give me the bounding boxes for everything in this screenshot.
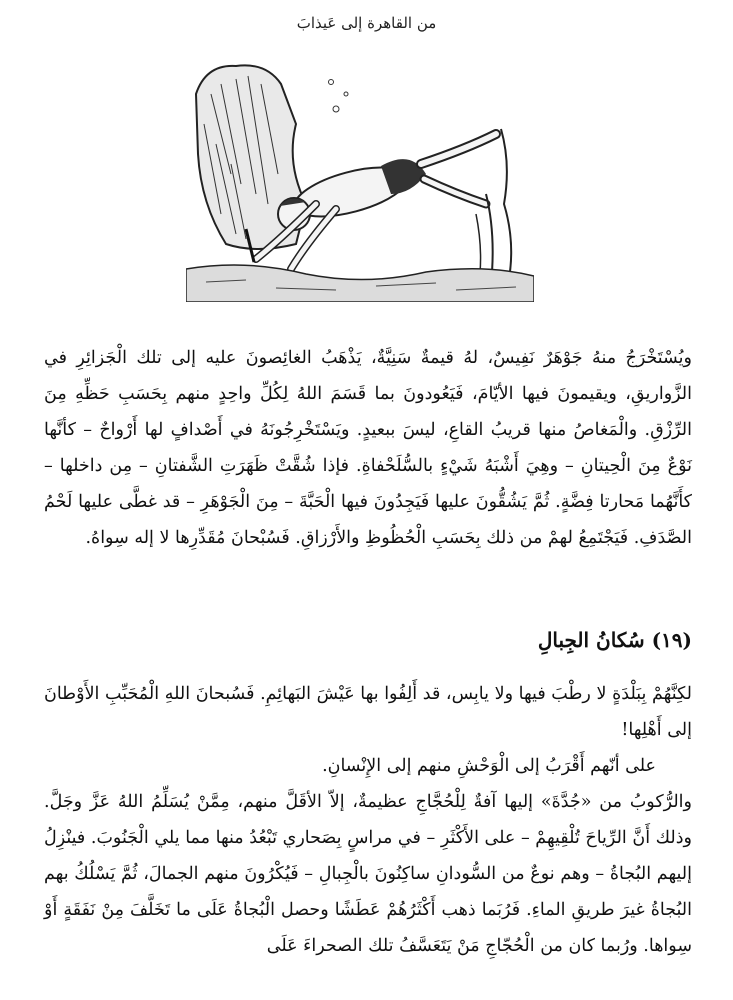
running-header: من القاهرة إلى عَيذابَ <box>296 14 437 32</box>
paragraph-text: لكِنَّهُمْ بِبَلْدَةٍ لا رطْبَ فيها ولا يابِس، قد أَلِفُوا بها عَيْشَ البَهائِمِ. فَسُبحانَ اللهِ الْمُحَبِّبِ الأَوْطانَ إلى أَهْلِها! <box>44 684 692 740</box>
paragraph-pearl-diving <box>44 340 692 556</box>
paragraph-mountain-dwellers <box>44 676 692 964</box>
section-heading: (١٩) سُكانُ الجِبالِ <box>537 628 692 652</box>
paragraph-text: ويُسْتَخْرَجُ منهُ جَوْهَرٌ نَفِيسٌ، لهُ قيمةٌ سَنِيَّةٌ، يَذْهَبُ الغائِصونَ عليه إلى تلك الْجَزائِرِ في الزَّواريقِ، ويقيمونَ فيها الأيّامَ، فَيَعُودونَ بما قَسَمَ اللهُ لِكُلِّ واحِدٍ منهم بِحَسَبِ حَظِّهِ مِنَ الرِّزْقِ. والْمَغاصُ منها قريبُ القاعِ، ليسَ ببعيدٍ. ويَسْتَخْرِجُونَهُ في أَصْدافٍ لها أَرْواحٌ – كأنَّها نَوْعٌ مِنَ الْحِيتانِ – وهِيَ أَشْبَهُ شَيْءٍ بالسُّلَحْفاةِ. فإذا شُقَّتْ ظَهَرَتِ الشَّفتانِ – مِن داخلها – كأَنَّهُما مَحارتا فِضَّةٍ. ثُمَّ يَشُقُّونَ عليها فَيَجِدُونَ فيها الْحَبَّةَ – مِنَ الْجَوْهَرِ – قد غطَّى عليها لَحْمُ الصَّدَفِ. فَيَجْتَمِعُ لهمْ من ذلك بِحَسَبِ الْحُظُوظِ والأَرْزاقِ. فَسُبْحانَ مُقَدِّرِها لا إله سِواهُ. <box>44 348 692 548</box>
paragraph-text: والرُّكوبُ من «جُدَّةَ» إليها آفةٌ لِلْحُجَّاجِ عظيمةٌ، إلاّ الأقَلَّ منهم، مِمَّنْ يُسَلِّمُ اللهُ عَزَّ وجَلَّ. وذلك أَنَّ الرِّياحَ تُلْقِيهِمْ – على الأَكْثَرِ – في مراسٍ بِصَحاري تَبْعُدُ منها مما يلي الْجَنُوبَ. فينْزِلُ إليهم البُجاةُ – وهم نوعٌ من السُّودانِ ساكِنُونَ بالْجِبالِ – فَيُكْرُونَ منهم الجمالَ، ثُمَّ يَسْلُكُ بهم البُجاةُ غيرَ طريقِ الماءِ. فَرُبَما ذهب أَكْثَرُهُمْ عَطَشًا وحصل الْبُجاةُ عَلَى ما تَخَلَّفَ مِنْ نَفَقَةٍ أَوْ سِواها. ورُبما كان من الْحُجّاجِ مَنْ يَتَعَسَّفُ تلك الصحراءَ عَلَى <box>44 792 692 956</box>
diver-illustration <box>186 54 534 302</box>
paragraph-text: على أنّهم أَقْرَبُ إلى الْوَحْشِ منهم إلى الإِنْسانِ. <box>322 756 656 776</box>
diver-illustration-icon <box>186 54 534 302</box>
